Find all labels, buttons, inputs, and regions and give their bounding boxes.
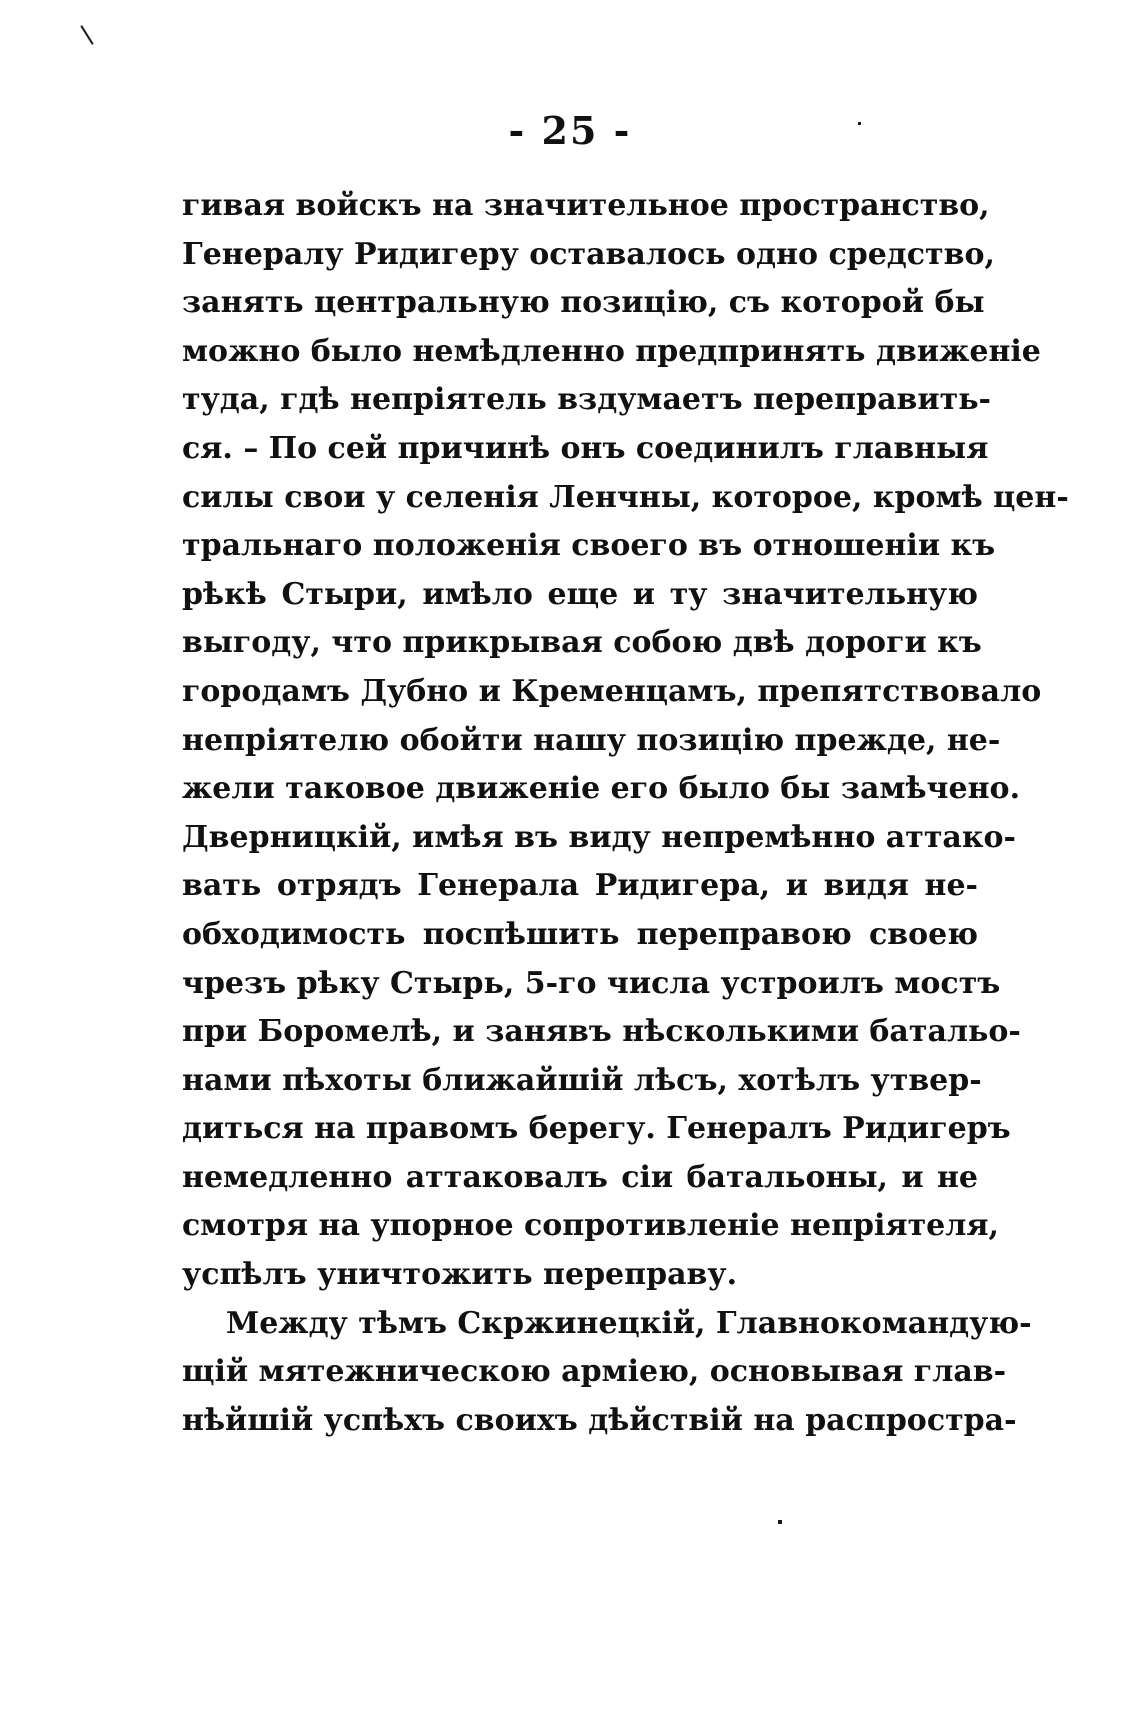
body-text bbox=[182, 182, 1069, 1445]
text-line: рѣкѣ Стыри, имѣло еще и ту значительную bbox=[182, 576, 978, 612]
text-line: туда, гдѣ непріятель вздумаетъ переправить- bbox=[182, 382, 992, 418]
text-line: силы свои у селенія Ленчны, которое, кромѣ цен- bbox=[182, 479, 1069, 515]
page-number: - 25 - bbox=[508, 108, 632, 153]
text-line: нами пѣхоты ближайшій лѣсъ, хотѣлъ утвер- bbox=[182, 1062, 982, 1098]
text-line: смотря на упорное сопротивленіе непріятеля, bbox=[182, 1208, 1000, 1244]
text-line: немедленно аттаковалъ сіи батальоны, и не bbox=[182, 1159, 978, 1195]
text-line: Между тѣмъ Скржинецкій, Главнокомандую- bbox=[226, 1305, 1032, 1341]
text-line: тральнаго положенія своего въ отношеніи къ bbox=[182, 528, 996, 564]
scan-dot bbox=[778, 1520, 782, 1524]
paragraph-1 bbox=[182, 182, 1069, 1300]
text-line: жели таковое движеніе его было бы замѣчено. bbox=[182, 771, 1021, 807]
scan-mark bbox=[80, 25, 93, 45]
text-line: нѣйшій успѣхъ своихъ дѣйствій на распростра- bbox=[182, 1402, 1017, 1438]
text-line: диться на правомъ берегу. Генералъ Ридигеръ bbox=[182, 1111, 1011, 1147]
text-line: ся. – По сей причинѣ онъ соединилъ главныя bbox=[182, 430, 989, 466]
text-line: при Боромелѣ, и занявъ нѣсколькими батальо- bbox=[182, 1014, 1021, 1050]
text-line: выгоду, что прикрывая собою двѣ дороги къ bbox=[182, 625, 982, 661]
text-line: городамъ Дубно и Кременцамъ, препятствовало bbox=[182, 673, 1042, 709]
text-line: успѣлъ уничтожить переправу. bbox=[182, 1257, 738, 1293]
text-line: занять центральную позицію, съ которой бы bbox=[182, 285, 985, 321]
text-line: Дверницкій, имѣя въ виду непремѣнно аттако- bbox=[182, 819, 1016, 855]
text-line: щій мятежническою арміею, основывая глав- bbox=[182, 1354, 1007, 1390]
text-line: гивая войскъ на значительное пространство, bbox=[182, 188, 990, 223]
text-line: непріятелю обойти нашу позицію прежде, не- bbox=[182, 722, 1001, 758]
paragraph-2 bbox=[182, 1300, 1032, 1446]
text-line: вать отрядъ Генерала Ридигера, и видя не- bbox=[182, 868, 978, 904]
text-line: Генералу Ридигеру оставалось одно средство, bbox=[182, 236, 995, 272]
text-line: можно было немѣдленно предпринять движеніе bbox=[182, 333, 1041, 369]
text-line: обходимость поспѣшить переправою своею bbox=[182, 916, 978, 952]
text-line: чрезъ рѣку Стырь, 5-го числа устроилъ мостъ bbox=[182, 965, 1001, 1001]
